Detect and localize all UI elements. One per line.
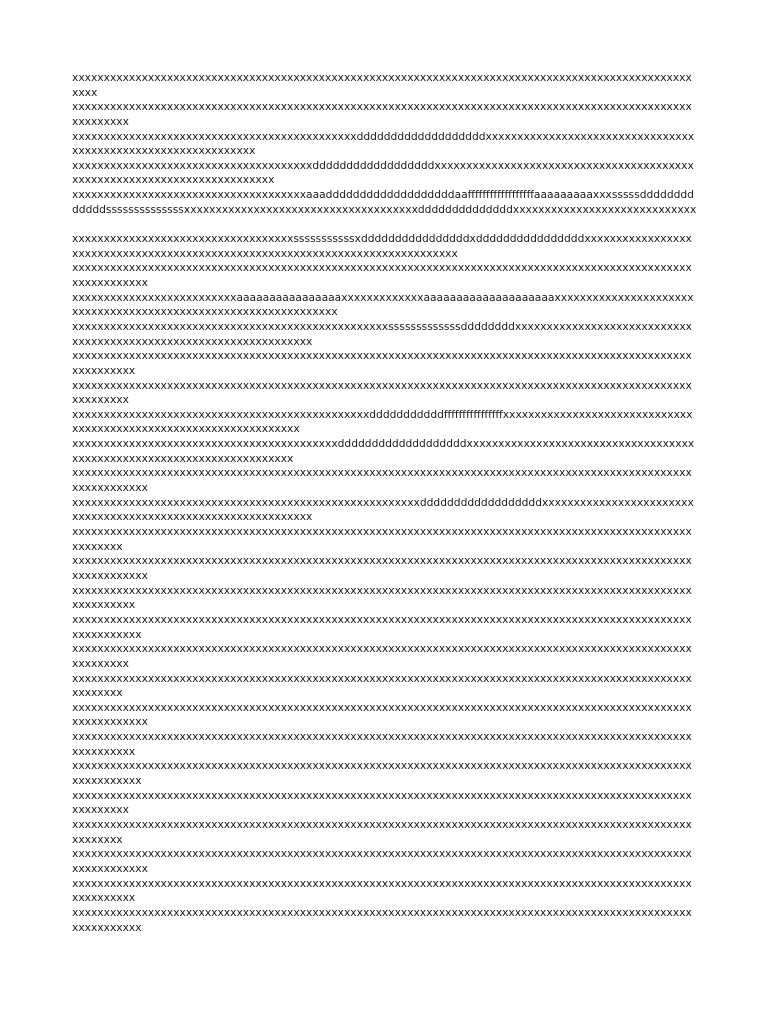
paragraph-8: xxxxxxxxxxxxxxxxxxxxxxxxxxaaaaaaaaaaaaaaaaxxxxxxxxxxxxxaaaaaaaaaaaaaaaaaaaaxxxxxxxxxxxxxxxxxxxxxxxxxxxxxxxxxxxxxxxxxxxxxxxxxxxxxxxxxxxxxxxx — [72, 290, 694, 319]
paragraph-18: xxxxxxxxxxxxxxxxxxxxxxxxxxxxxxxxxxxxxxxxxxxxxxxxxxxxxxxxxxxxxxxxxxxxxxxxxxxxxxxxxxxxxxxxxxxxxxxxxxxxxxxxxxxx — [72, 583, 692, 612]
paragraph-1: xxxxxxxxxxxxxxxxxxxxxxxxxxxxxxxxxxxxxxxxxxxxxxxxxxxxxxxxxxxxxxxxxxxxxxxxxxxxxxxxxxxxxxxxxxxxxxxxxxxxxx — [72, 71, 692, 99]
paragraph-6: xxxxxxxxxxxxxxxxxxxxxxxxxxxxxxxxxxxsssssssssssxddddddddddddddddxddddddddddddddddxxxxxxxxxxxxxxxxxxxxxxxxxxxxxxxxxxxxxxxxxxxxxxxxxxxxxxxxxxxxxxxxxxxxxxxxxxxxxx — [72, 232, 692, 260]
paragraph-10: xxxxxxxxxxxxxxxxxxxxxxxxxxxxxxxxxxxxxxxxxxxxxxxxxxxxxxxxxxxxxxxxxxxxxxxxxxxxxxxxxxxxxxxxxxxxxxxxxxxxxxxxxxxx — [72, 349, 692, 377]
paragraph-17: xxxxxxxxxxxxxxxxxxxxxxxxxxxxxxxxxxxxxxxxxxxxxxxxxxxxxxxxxxxxxxxxxxxxxxxxxxxxxxxxxxxxxxxxxxxxxxxxxxxxxxxxxxxxxx — [72, 554, 692, 582]
paragraph-26: xxxxxxxxxxxxxxxxxxxxxxxxxxxxxxxxxxxxxxxxxxxxxxxxxxxxxxxxxxxxxxxxxxxxxxxxxxxxxxxxxxxxxxxxxxxxxxxxxxxxxxxxxx — [72, 818, 692, 846]
paragraph-20: xxxxxxxxxxxxxxxxxxxxxxxxxxxxxxxxxxxxxxxxxxxxxxxxxxxxxxxxxxxxxxxxxxxxxxxxxxxxxxxxxxxxxxxxxxxxxxxxxxxxxxxxxxx — [72, 642, 692, 670]
paragraph-4: xxxxxxxxxxxxxxxxxxxxxxxxxxxxxxxxxxxxxxddddddddddddddddddxxxxxxxxxxxxxxxxxxxxxxxxxxxxxxxxxxxxxxxxxxxxxxxxxxxxxxxxxxxxxxxxxxxxxxxxx — [72, 158, 694, 187]
paragraph-14: xxxxxxxxxxxxxxxxxxxxxxxxxxxxxxxxxxxxxxxxxxxxxxxxxxxxxxxxxxxxxxxxxxxxxxxxxxxxxxxxxxxxxxxxxxxxxxxxxxxxxxxxxxxxxx — [72, 466, 692, 495]
paragraph-9: xxxxxxxxxxxxxxxxxxxxxxxxxxxxxxxxxxxxxxxxxxxxxxxxxxsssssssssssssddddddddxxxxxxxxxxxxxxxxxxxxxxxxxxxxxxxxxxxxxxxxxxxxxxxxxxxxxxxxxxxxxxxxxx — [72, 319, 692, 348]
paragraph-27: xxxxxxxxxxxxxxxxxxxxxxxxxxxxxxxxxxxxxxxxxxxxxxxxxxxxxxxxxxxxxxxxxxxxxxxxxxxxxxxxxxxxxxxxxxxxxxxxxxxxxxxxxxxxxx — [72, 847, 692, 875]
paragraph-3: xxxxxxxxxxxxxxxxxxxxxxxxxxxxxxxxxxxxxxxxxxxxxdddddddddddddddddddxxxxxxxxxxxxxxxxxxxxxxxxxxxxxxxxxxxxxxxxxxxxxxxxxxxxxxxxxxxxxx — [72, 129, 695, 158]
paragraph-13: xxxxxxxxxxxxxxxxxxxxxxxxxxxxxxxxxxxxxxxxxxdddddddddddddddddddxxxxxxxxxxxxxxxxxxxxxxxxxxxxxxxxxxxxxxxxxxxxxxxxxxxxxxxxxxxxxxxxxxxxxxx — [72, 437, 695, 465]
document-page — [72, 71, 698, 935]
paragraph-25: xxxxxxxxxxxxxxxxxxxxxxxxxxxxxxxxxxxxxxxxxxxxxxxxxxxxxxxxxxxxxxxxxxxxxxxxxxxxxxxxxxxxxxxxxxxxxxxxxxxxxxxxxxx — [72, 788, 692, 817]
paragraph-2: xxxxxxxxxxxxxxxxxxxxxxxxxxxxxxxxxxxxxxxxxxxxxxxxxxxxxxxxxxxxxxxxxxxxxxxxxxxxxxxxxxxxxxxxxxxxxxxxxxxxxxxxxxx — [72, 100, 692, 128]
paragraph-12: xxxxxxxxxxxxxxxxxxxxxxxxxxxxxxxxxxxxxxxxxxxxxxxdddddddddddffffffffffffffffxxxxxxxxxxxxxxxxxxxxxxxxxxxxxxxxxxxxxxxxxxxxxxxxxxxxxxxxxxxxxxxxxx — [72, 407, 693, 436]
paragraph-21: xxxxxxxxxxxxxxxxxxxxxxxxxxxxxxxxxxxxxxxxxxxxxxxxxxxxxxxxxxxxxxxxxxxxxxxxxxxxxxxxxxxxxxxxxxxxxxxxxxxxxxxxxx — [72, 671, 692, 700]
paragraph-5: xxxxxxxxxxxxxxxxxxxxxxxxxxxxxxxxxxxxxaaadddddddddddddddddddaaffffffffffffffffffaaaaaaaaaxxxsssssdddddddddddddssssssssssssssxxxxxxxxxxxxxxxxxxxxxxxxxxxxxxxxxxxxxddddddddddddddxxxxxxxxxxxxxxxxxxxxxxxxxxxxx — [72, 188, 697, 216]
paragraph-28: xxxxxxxxxxxxxxxxxxxxxxxxxxxxxxxxxxxxxxxxxxxxxxxxxxxxxxxxxxxxxxxxxxxxxxxxxxxxxxxxxxxxxxxxxxxxxxxxxxxxxxxxxxxx — [72, 876, 692, 905]
paragraph-16: xxxxxxxxxxxxxxxxxxxxxxxxxxxxxxxxxxxxxxxxxxxxxxxxxxxxxxxxxxxxxxxxxxxxxxxxxxxxxxxxxxxxxxxxxxxxxxxxxxxxxxxxxx — [72, 525, 692, 553]
paragraph-11: xxxxxxxxxxxxxxxxxxxxxxxxxxxxxxxxxxxxxxxxxxxxxxxxxxxxxxxxxxxxxxxxxxxxxxxxxxxxxxxxxxxxxxxxxxxxxxxxxxxxxxxxxxx — [72, 378, 692, 407]
paragraph-29: xxxxxxxxxxxxxxxxxxxxxxxxxxxxxxxxxxxxxxxxxxxxxxxxxxxxxxxxxxxxxxxxxxxxxxxxxxxxxxxxxxxxxxxxxxxxxxxxxxxxxxxxxxxxx — [72, 905, 692, 934]
paragraph-19: xxxxxxxxxxxxxxxxxxxxxxxxxxxxxxxxxxxxxxxxxxxxxxxxxxxxxxxxxxxxxxxxxxxxxxxxxxxxxxxxxxxxxxxxxxxxxxxxxxxxxxxxxxxxx — [72, 612, 692, 641]
paragraph-23: xxxxxxxxxxxxxxxxxxxxxxxxxxxxxxxxxxxxxxxxxxxxxxxxxxxxxxxxxxxxxxxxxxxxxxxxxxxxxxxxxxxxxxxxxxxxxxxxxxxxxxxxxxxx — [72, 730, 692, 758]
paragraph-24: xxxxxxxxxxxxxxxxxxxxxxxxxxxxxxxxxxxxxxxxxxxxxxxxxxxxxxxxxxxxxxxxxxxxxxxxxxxxxxxxxxxxxxxxxxxxxxxxxxxxxxxxxxxxx — [72, 759, 692, 788]
paragraph-22: xxxxxxxxxxxxxxxxxxxxxxxxxxxxxxxxxxxxxxxxxxxxxxxxxxxxxxxxxxxxxxxxxxxxxxxxxxxxxxxxxxxxxxxxxxxxxxxxxxxxxxxxxxxxxx — [72, 700, 692, 729]
paragraph-15: xxxxxxxxxxxxxxxxxxxxxxxxxxxxxxxxxxxxxxxxxxxxxxxxxxxxxxxddddddddddddddddddxxxxxxxxxxxxxxxxxxxxxxxxxxxxxxxxxxxxxxxxxxxxxxxxxxxxxxxxxxxxxx — [72, 495, 694, 524]
paragraph-7: xxxxxxxxxxxxxxxxxxxxxxxxxxxxxxxxxxxxxxxxxxxxxxxxxxxxxxxxxxxxxxxxxxxxxxxxxxxxxxxxxxxxxxxxxxxxxxxxxxxxxxxxxxxxxx — [72, 261, 692, 289]
